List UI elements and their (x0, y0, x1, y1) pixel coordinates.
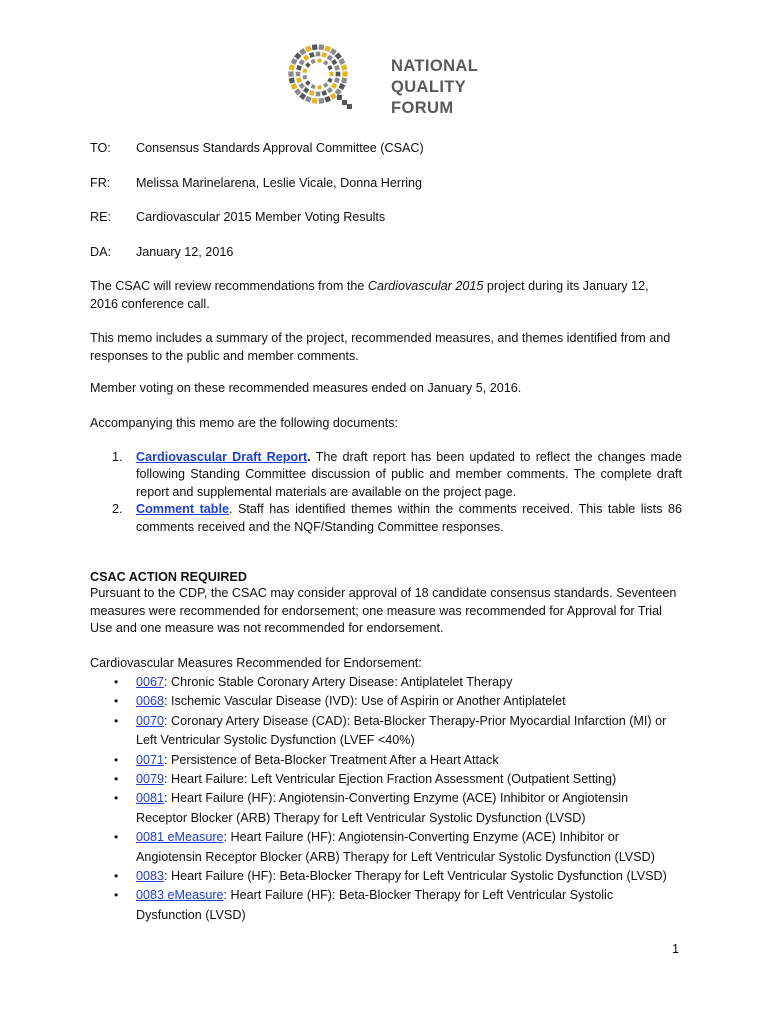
memo-re-row (90, 208, 385, 226)
intro-p1-text: The CSAC will review recommendations from the (90, 279, 368, 293)
measure-link[interactable]: 0081 (136, 791, 165, 806)
list-item (90, 789, 682, 828)
document-description: Staff has identified themes within the comments received. This table lists 86 comments received and the NQF/Standing Committee responses. (136, 502, 682, 534)
draft-report-link[interactable]: Cardiovascular Draft Report (136, 450, 308, 464)
bullet-icon: • (114, 752, 119, 767)
to-label: TO: (90, 141, 111, 155)
to-value: Consensus Standards Approval Committee (CSAC) (136, 141, 424, 155)
measure-link[interactable]: 0067 (136, 675, 165, 689)
measure-link[interactable]: 0081 eMeasure (136, 830, 224, 845)
action-text: Pursuant to the CDP, the CSAC may consider approval of 18 candidate consensus standards. Seventeen measures were recommended for endorsement; one measure was recommended for Approval for Trial Use and one measure was not recommended for endorsement. (90, 586, 677, 635)
measures-intro-text: Cardiovascular Measures Recommended for Endorsement: (90, 656, 422, 670)
measure-title: : Chronic Stable Coronary Artery Disease: Antiplatelet Therapy (164, 675, 513, 689)
nqf-logo (287, 43, 517, 117)
measure-link[interactable]: 0079 (136, 772, 165, 787)
bullet-icon: • (114, 888, 119, 903)
comment-table-link[interactable]: Comment table (136, 502, 229, 517)
logo-line-1: NATIONAL (391, 57, 479, 75)
measure-link[interactable]: 0068 (136, 694, 165, 709)
memo-date-row (90, 243, 233, 261)
measures-intro (90, 655, 682, 673)
measure-title: : Heart Failure (HF): Beta-Blocker Therapy for Left Ventricular Systolic Dysfunction (LVSD) (164, 869, 667, 884)
intro-p1-text-end: project during its January 12, 2016 conference call. (90, 279, 649, 311)
bullet-icon: • (114, 869, 119, 884)
measure-title: : Heart Failure (HF): Angiotensin-Converting Enzyme (ACE) Inhibitor or Angiotensin Receptor Blocker (ARB) Therapy for Left Ventricular Systolic Dysfunction (LVSD) (136, 791, 629, 825)
intro-p3-text: Member voting on these recommended measures ended on January 5, 2016. (90, 381, 522, 395)
intro-paragraph-3 (90, 380, 682, 398)
from-value: Melissa Marinelarena, Leslie Vicale, Donna Herring (136, 176, 423, 190)
memo-to-row (90, 139, 424, 157)
list-item (90, 770, 682, 789)
memo-from-row (90, 174, 422, 192)
page-number: 1 (672, 942, 680, 956)
list-item (90, 828, 682, 867)
intro-paragraph-4 (90, 415, 682, 433)
bullet-icon: • (114, 694, 119, 709)
list-item (90, 712, 682, 751)
measures-list (90, 673, 682, 925)
measure-title: : Heart Failure: Left Ventricular Ejection Fraction Assessment (Outpatient Setting) (164, 772, 617, 787)
logo-line-2: QUALITY FORUM (391, 78, 466, 117)
bullet-icon: • (114, 791, 119, 806)
measure-title: : Heart Failure (HF): Beta-Blocker Therapy for Left Ventricular Systolic Dysfunction (LVSD) (136, 888, 614, 922)
document-item (90, 501, 682, 536)
list-number: 2. (112, 502, 123, 517)
csac-action-heading: CSAC ACTION REQUIRED (90, 570, 247, 584)
intro-paragraph-2 (90, 330, 682, 365)
bullet-icon: • (114, 713, 119, 728)
bullet-icon: • (114, 675, 119, 689)
list-item (90, 692, 682, 711)
document-item (90, 449, 682, 501)
re-label: RE: (90, 210, 111, 224)
measure-link[interactable]: 0071 (136, 752, 165, 767)
logo-wordmark (391, 56, 517, 119)
document-description: The draft report has been updated to reflect the changes made following Standing Committee discussion of public and member comments. The complete draft report and supplemental materials are available on the project page. (136, 450, 683, 499)
list-item (90, 867, 682, 886)
measure-link[interactable]: 0070 (136, 713, 165, 728)
from-label: FR: (90, 176, 111, 190)
bullet-icon: • (114, 830, 119, 845)
measure-title: : Heart Failure (HF): Angiotensin-Converting Enzyme (ACE) Inhibitor or Angiotensin Receptor Blocker (ARB) Therapy for Left Ventricular Systolic Dysfunction (LVSD) (136, 830, 655, 864)
list-item (90, 673, 682, 692)
measure-title: : Persistence of Beta-Blocker Treatment After a Heart Attack (164, 752, 499, 767)
action-paragraph (90, 585, 682, 638)
nqf-logo-mark-icon (287, 43, 353, 109)
intro-p2-text: This memo includes a summary of the project, recommended measures, and themes identified from and responses to the public and member comments. (90, 331, 671, 363)
measure-title: : Ischemic Vascular Disease (IVD): Use of Aspirin or Another Antiplatelet (164, 694, 566, 709)
list-number: 1. (112, 450, 123, 464)
list-item (90, 751, 682, 770)
measure-link[interactable]: 0083 (136, 869, 165, 884)
measure-title: : Coronary Artery Disease (CAD): Beta-Blocker Therapy-Prior Myocardial Infarction (MI) or Left Ventricular Systolic Dysfunction (LVEF <40%) (136, 713, 667, 748)
date-label: DA: (90, 245, 111, 259)
re-value: Cardiovascular 2015 Member Voting Results (136, 210, 386, 224)
measure-link[interactable]: 0083 eMeasure (136, 888, 224, 903)
bullet-icon: • (114, 772, 119, 787)
date-value: January 12, 2016 (136, 245, 234, 259)
intro-p4-text: Accompanying this memo are the following documents: (90, 416, 398, 430)
list-item (90, 886, 682, 925)
intro-paragraph-1 (90, 278, 660, 313)
project-name: Cardiovascular 2015 (367, 279, 484, 293)
link-period: . (229, 502, 233, 517)
documents-list (90, 449, 682, 536)
link-period: . (307, 450, 311, 464)
